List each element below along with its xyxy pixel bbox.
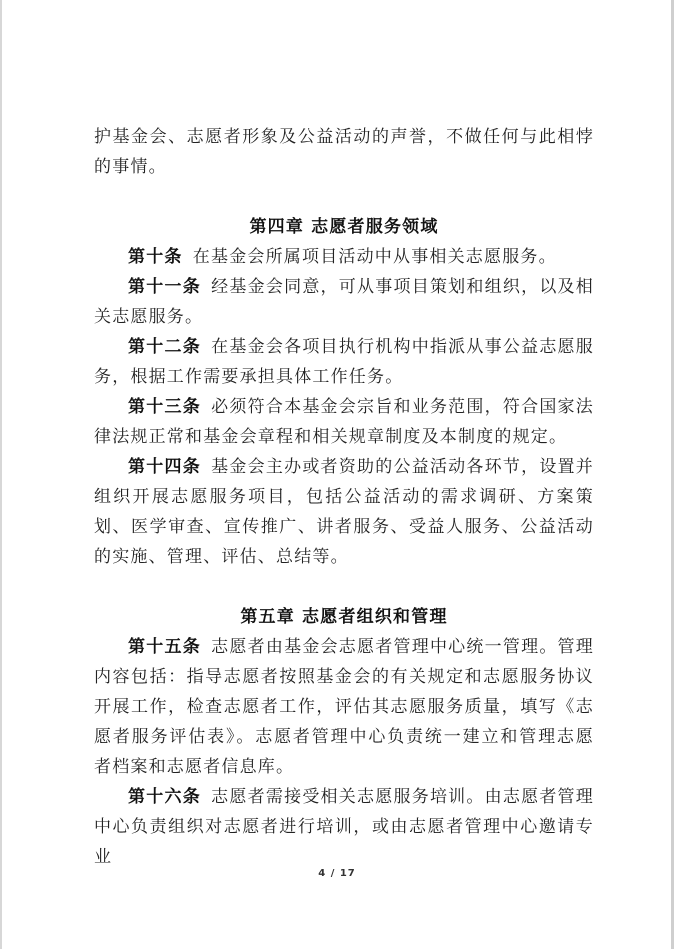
chapter-5-heading: 第五章 志愿者组织和管理 — [240, 607, 448, 627]
intro-paragraph: 护基金会、志愿者形象及公益活动的声誉，不做任何与此相悖的事情。 — [94, 127, 594, 177]
article-13-text: 必须符合本基金会宗旨和业务范围，符合国家法律法规正常和基金会章程和相关规章制度及本制度的规定。 — [94, 397, 594, 447]
article-16-text: 志愿者需接受相关志愿服务培训。由志愿者管理中心负责组织对志愿者进行培训，或由志愿者管理中心邀请专业 — [94, 787, 594, 867]
article-11 — [94, 272, 594, 332]
article-14-text: 基金会主办或者资助的公益活动各环节，设置并组织开展志愿服务项目，包括公益活动的需求调研、方案策划、医学审查、宣传推广、讲者服务、受益人服务、公益活动的实施、管理、评估、总结等。 — [94, 457, 594, 567]
chapter-4-heading: 第四章 志愿者服务领域 — [249, 217, 439, 237]
page-edge-left — [0, 0, 2, 949]
article-15 — [94, 632, 594, 782]
article-15-number: 第十五条 — [128, 637, 201, 657]
article-13-number: 第十三条 — [128, 397, 201, 417]
article-11-text: 经基金会同意，可从事项目策划和组织，以及相关志愿服务。 — [94, 277, 594, 327]
article-16-number: 第十六条 — [128, 787, 201, 807]
article-13 — [94, 392, 594, 452]
article-14-number: 第十四条 — [128, 457, 201, 477]
document-body — [94, 122, 594, 872]
article-10 — [94, 242, 594, 272]
article-10-number: 第十条 — [128, 247, 183, 267]
page-number: 4 / 17 — [318, 868, 356, 879]
article-11-number: 第十一条 — [128, 277, 201, 297]
article-12 — [94, 332, 594, 392]
article-16 — [94, 782, 594, 872]
article-12-number: 第十二条 — [128, 337, 201, 357]
article-15-text: 志愿者由基金会志愿者管理中心统一管理。管理内容包括：指导志愿者按照基金会的有关规定和志愿服务协议开展工作，检查志愿者工作，评估其志愿服务质量，填写《志愿者服务评估表》。志愿者管理中心负责统一建立和管理志愿者档案和志愿者信息库。 — [94, 637, 594, 777]
article-14 — [94, 452, 594, 572]
article-10-text: 在基金会所属项目活动中从事相关志愿服务。 — [192, 247, 557, 267]
article-12-text: 在基金会各项目执行机构中指派从事公益志愿服务，根据工作需要承担具体工作任务。 — [94, 337, 594, 387]
